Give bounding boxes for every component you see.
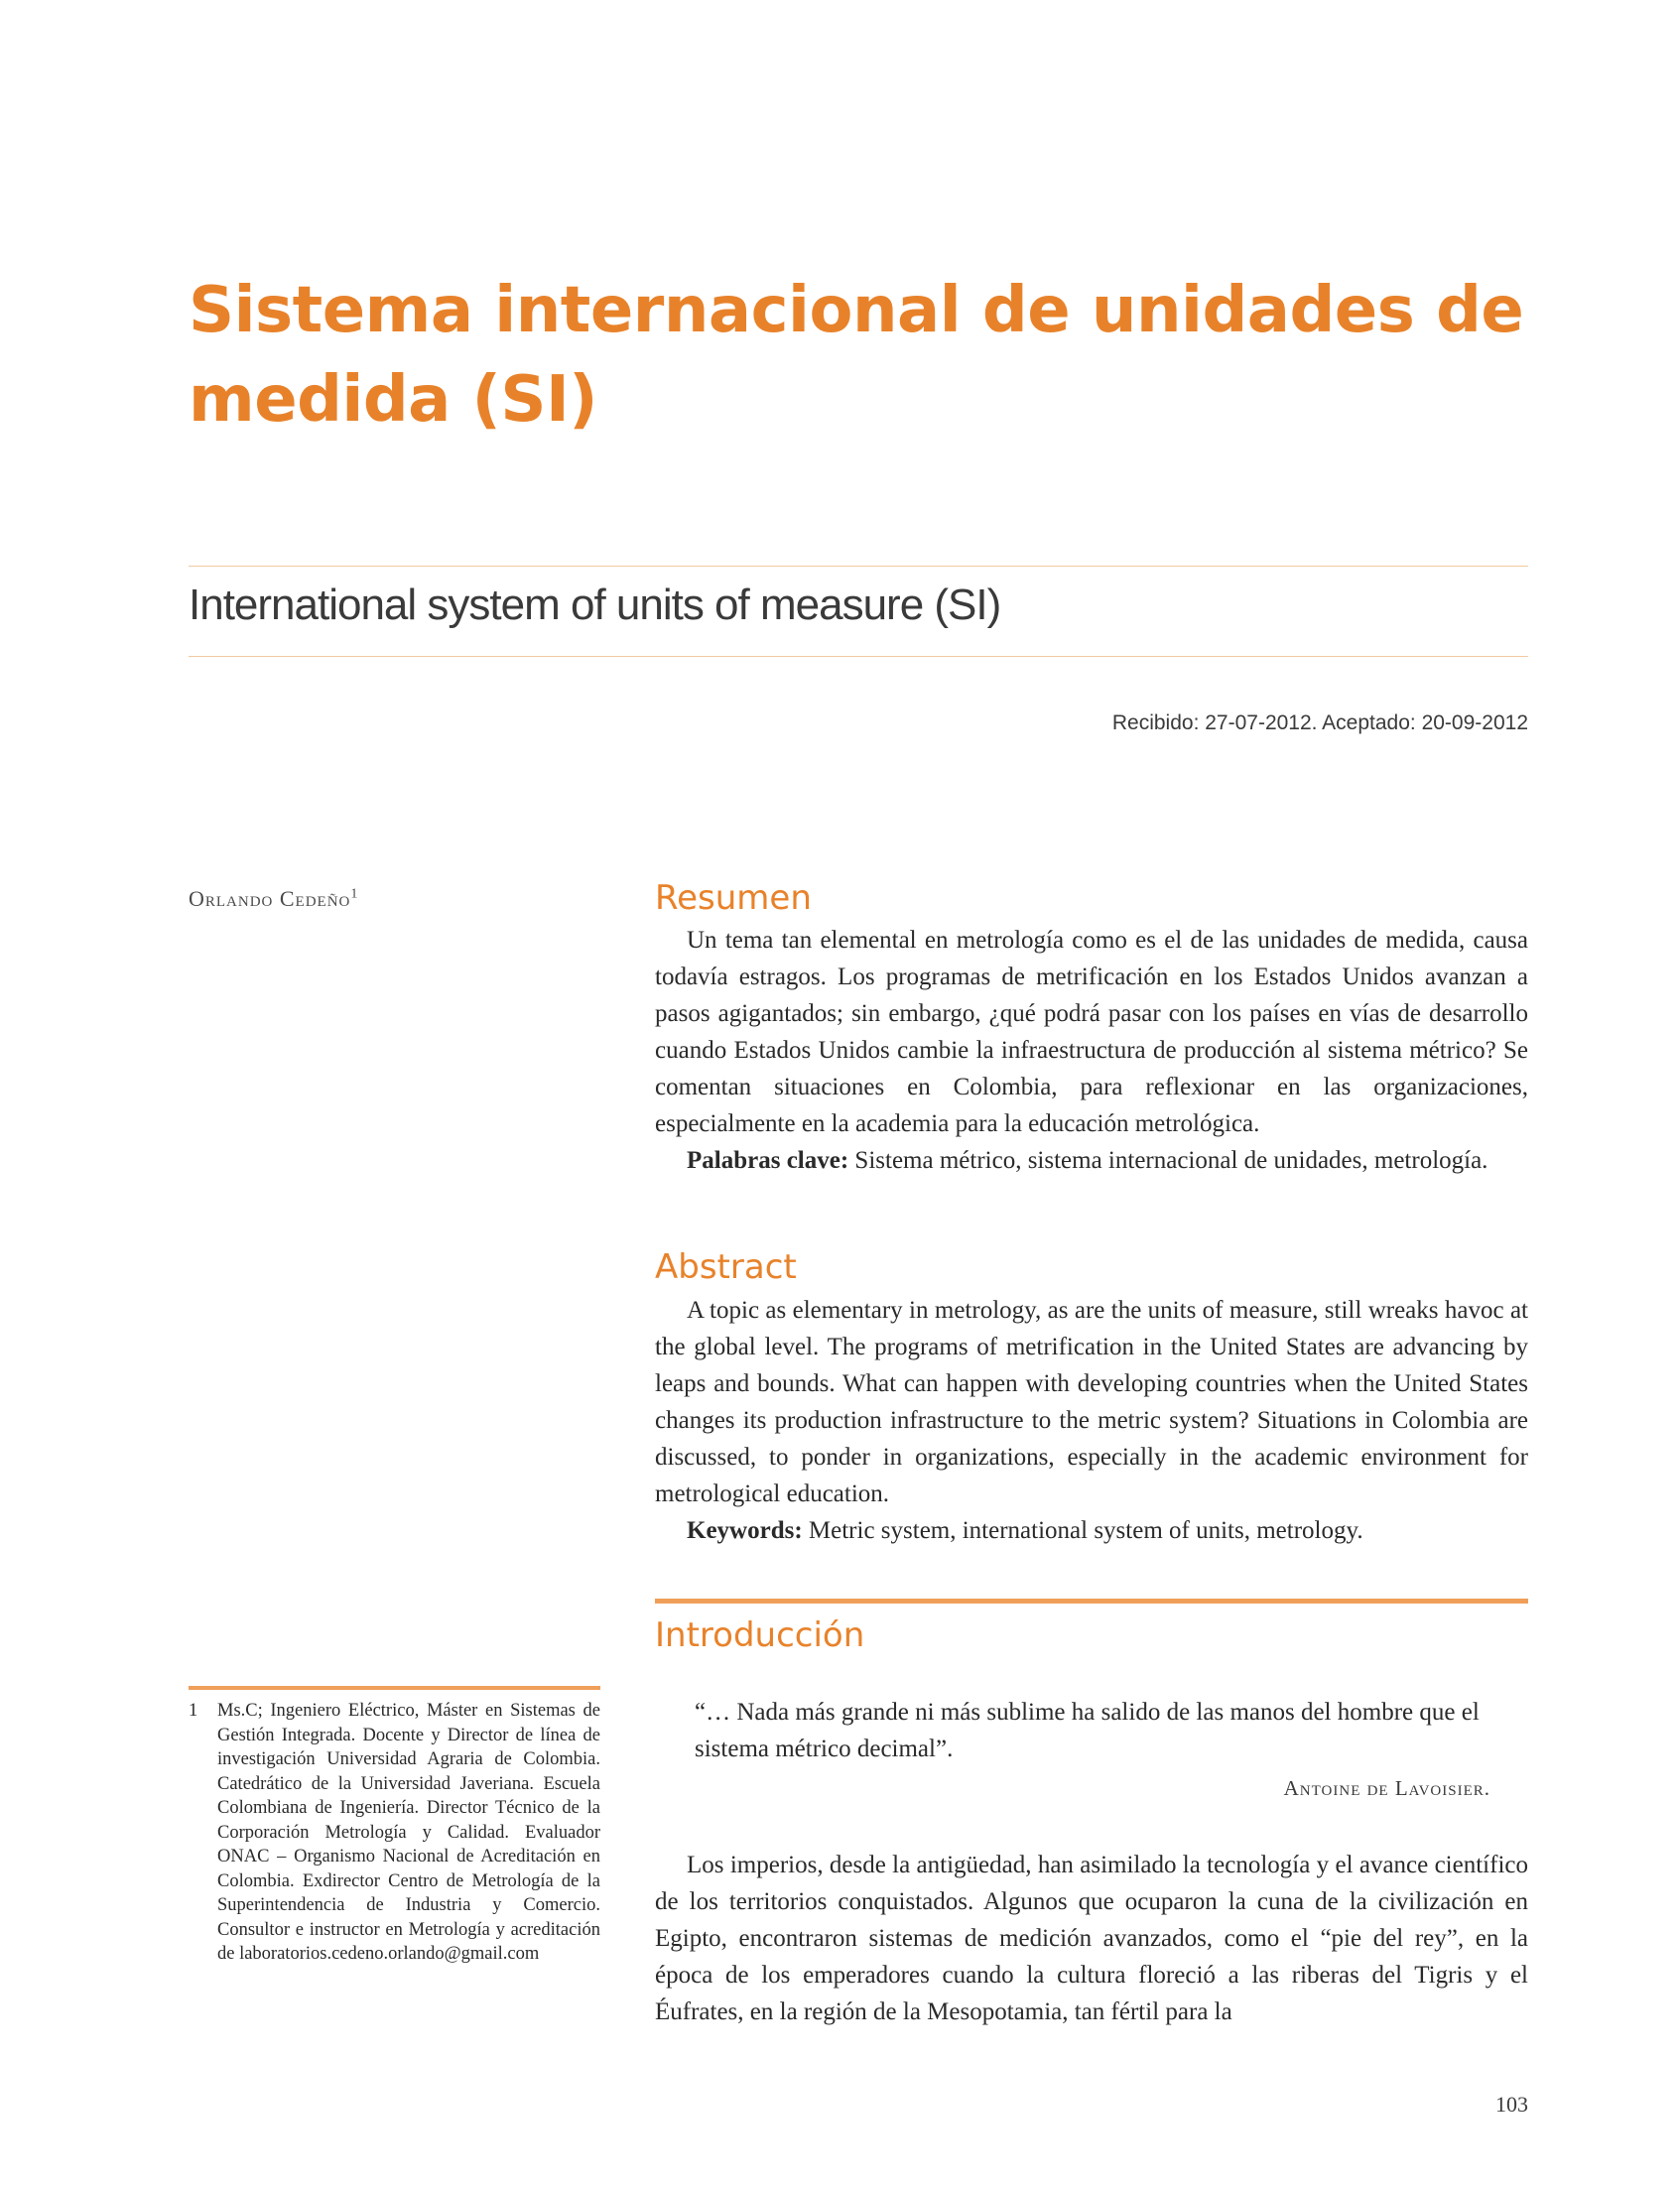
abstract-keywords bbox=[655, 1512, 1528, 1549]
abstract-text: A topic as elementary in metrology, as are the units of measure, still wreaks havoc at the global level. The programs of metrification in the United States are advancing by leaps and bounds. What can happen with developing countries when the United States changes its production infrastructure to the metric system? Situations in Colombia are discussed, to ponder in organizations, especially in the academic environment for metrological education. bbox=[655, 1297, 1528, 1507]
epigraph-author: Antoine de Lavoisier. bbox=[1283, 1776, 1490, 1800]
resumen-keywords bbox=[655, 1142, 1528, 1179]
article-title-line-2: medida (SI) bbox=[189, 363, 598, 437]
footnote-text: Ms.C; Ingeniero Eléctrico, Máster en Sistemas de Gestión Integrada. Docente y Director de línea de investigación Universidad Agraria de Colombia. Catedrático de la Universidad Javeriana. Escuela Colombiana de Ingeniería. Director Técnico de la Corporación Metrología y Calidad. Evaluador ONAC – Organismo Nacional de Acreditación en Colombia. Exdirector Centro de Metrología de la Superintendencia de Industria y Comercio. Consultor e instructor en Metrología y acreditación de laboratorios.cedeno.orlando@gmail.com bbox=[217, 1701, 600, 1964]
author-footnote-ref: 1 bbox=[350, 886, 359, 902]
article-title-line-1: Sistema internacional de unidades de bbox=[189, 274, 1524, 347]
subtitle-top-rule bbox=[189, 566, 1528, 567]
resumen-keywords-text: Sistema métrico, sistema internacional de unidades, metrología. bbox=[854, 1147, 1488, 1174]
author-name-text: Orlando Cedeño bbox=[189, 886, 351, 911]
introduccion-rule bbox=[655, 1599, 1528, 1604]
abstract-body bbox=[655, 1292, 1528, 1549]
footnote-number: 1 bbox=[189, 1701, 198, 1721]
introduccion-body bbox=[655, 1847, 1528, 2030]
page-number: 103 bbox=[1495, 2092, 1528, 2117]
abstract-keywords-label: Keywords: bbox=[687, 1517, 803, 1544]
resumen-text: Un tema tan elemental en metrología como es el de las unidades de medida, causa todavía estragos. Los programas de metrificación en los Estados Unidos avanzan a pasos agigantados; sin embargo, ¿qué podrá pasar con los países en vías de desarrollo cuando Estados Unidos cambie la infraestructura de producción al sistema métrico? Se comentan situaciones en Colombia, para reflexionar en las organizaciones, especialmente en la academia para la educación metrológica. bbox=[655, 927, 1528, 1137]
abstract-keywords-text: Metric system, international system of units, metrology. bbox=[808, 1517, 1363, 1544]
received-accepted-dates: Recibido: 27-07-2012. Aceptado: 20-09-2012 bbox=[1111, 711, 1528, 734]
epigraph-quote: “… Nada más grande ni más sublime ha salido de las manos del hombre que el sistema métrico decimal”. bbox=[695, 1699, 1480, 1762]
article-subtitle: International system of units of measure (SI) bbox=[189, 580, 1001, 629]
resumen-body bbox=[655, 922, 1528, 1179]
author-name bbox=[189, 886, 358, 912]
subtitle-bottom-rule bbox=[189, 656, 1528, 657]
abstract-heading: Abstract bbox=[655, 1247, 797, 1287]
introduccion-heading: Introducción bbox=[655, 1615, 865, 1655]
introduccion-text: Los imperios, desde la antigüedad, han asimilado la tecnología y el avance científico de los territorios conquistados. Algunos que ocuparon la cuna de la civilización en Egipto, encontraron sistemas de medición avanzados, como el “pie del rey”, en la época de los emperadores cuando la cultura floreció a las riberas del Tigris y el Éufrates, en la región de la Mesopotamia, tan fértil para la bbox=[655, 1852, 1528, 2025]
resumen-keywords-label: Palabras clave: bbox=[687, 1147, 849, 1174]
footnote bbox=[189, 1699, 600, 1967]
resumen-heading: Resumen bbox=[655, 878, 812, 918]
article-title bbox=[189, 266, 1538, 445]
footnote-rule bbox=[189, 1686, 600, 1690]
